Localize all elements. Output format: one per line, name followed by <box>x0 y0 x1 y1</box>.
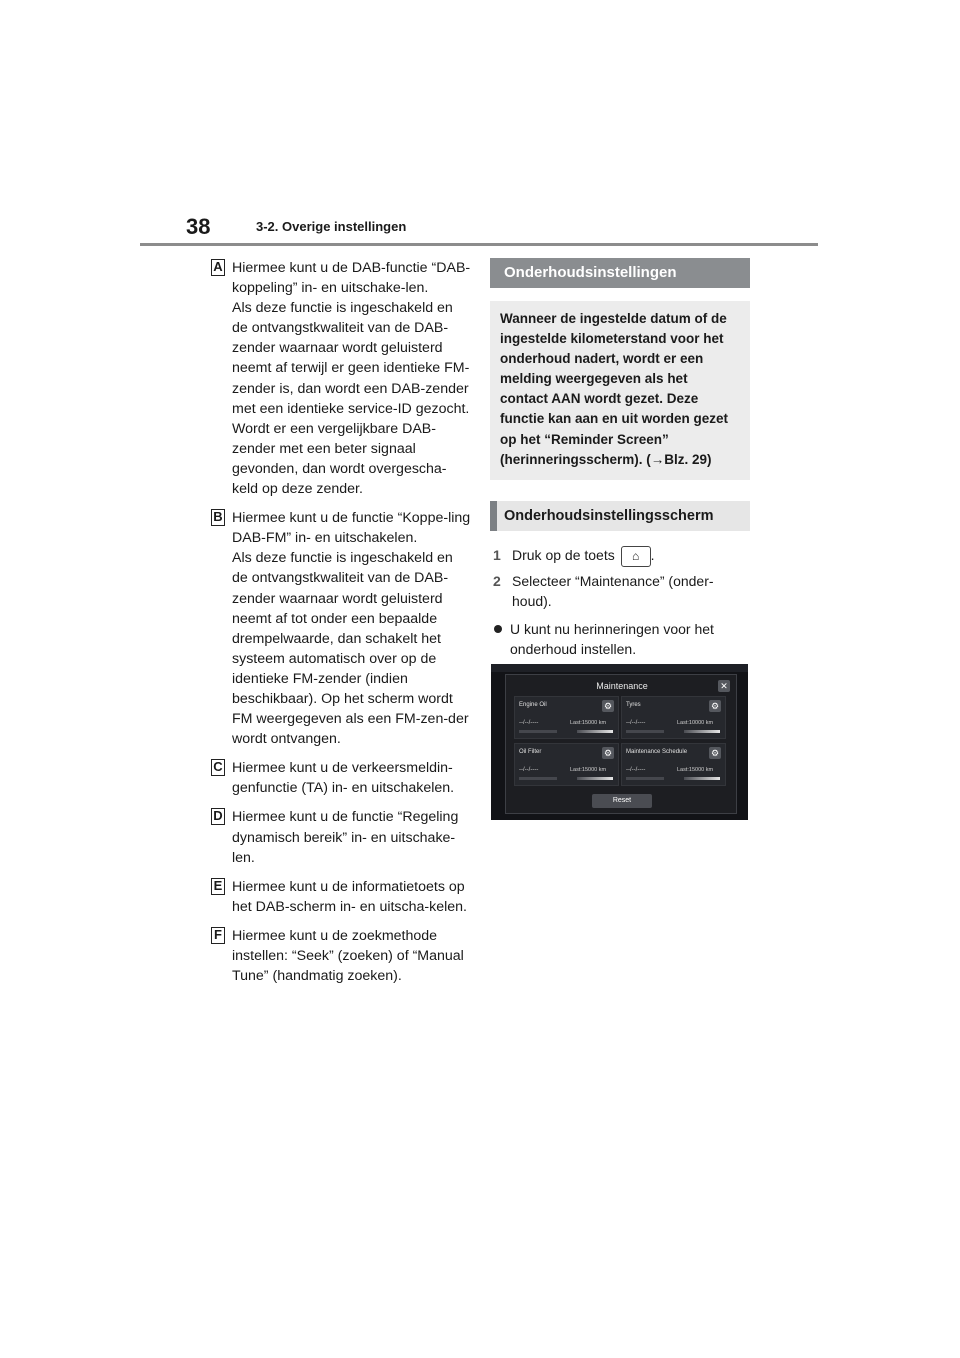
step-number: 1 <box>493 546 501 563</box>
item-text: Hiermee kunt u de zoekmethode instellen: “Seek” (zoeken) of “Manual Tune” (handmatig zoeken). <box>232 927 464 985</box>
badge-c: C <box>211 759 225 776</box>
step-2 <box>490 571 750 611</box>
step-1 <box>490 545 750 567</box>
settings-description-list <box>211 258 471 995</box>
card-tyres[interactable] <box>621 696 726 739</box>
card-date: --/--/---- <box>519 767 539 773</box>
close-icon[interactable]: ✕ <box>718 680 730 692</box>
header-divider <box>140 243 818 246</box>
list-item <box>211 877 471 917</box>
progress-bar <box>577 777 613 780</box>
card-maintenance-schedule[interactable] <box>621 743 726 786</box>
list-item <box>211 508 471 749</box>
maintenance-section <box>490 258 750 659</box>
card-date: --/--/---- <box>626 767 646 773</box>
card-last: Last:10000 km <box>677 720 714 726</box>
date-underline <box>626 730 664 733</box>
reset-button[interactable]: Reset <box>592 794 652 808</box>
gear-icon[interactable]: ⚙ <box>710 748 720 758</box>
card-name: Engine Oil <box>519 702 547 708</box>
badge-f: F <box>211 927 225 944</box>
bullet-text: U kunt nu herinneringen voor het onderhoud instellen. <box>510 620 714 657</box>
step-text: Selecteer “Maintenance” (onder-houd). <box>512 572 714 609</box>
maintenance-screenshot <box>491 664 748 820</box>
heading-maintenance-settings-screen: Onderhoudsinstellingsscherm <box>490 501 750 531</box>
card-name: Oil Filter <box>519 749 542 755</box>
section-title: 3-2. Overige instellingen <box>256 219 407 234</box>
progress-bar <box>577 730 613 733</box>
list-item <box>211 807 471 867</box>
badge-b: B <box>211 509 225 526</box>
date-underline <box>519 777 557 780</box>
step-text: Druk op de toets <box>512 546 615 563</box>
card-last: Last:15000 km <box>677 767 714 773</box>
dialog-title: Maintenance <box>596 681 648 691</box>
card-date: --/--/---- <box>626 720 646 726</box>
maintenance-dialog <box>505 674 737 814</box>
list-item <box>211 258 471 499</box>
date-underline <box>626 777 664 780</box>
gear-icon[interactable]: ⚙ <box>603 701 613 711</box>
info-box: Wanneer de ingestelde datum of de ingestelde kilometerstand voor het onderhoud nadert, wordt er een melding weergegeven als het contact AAN wordt gezet. Deze functie kan aan en uit worden gezet op het “Reminder Screen” (herinneringsscherm). (→Blz. 29) <box>490 301 750 480</box>
progress-bar <box>684 730 720 733</box>
item-text: Hiermee kunt u de functie “Koppe-ling DAB-FM” in- en uitschakelen. Als deze functie is ingeschakeld en de ontvangstkwaliteit van de DAB-zender waarnaar wordt geluisterd neemt af tot onder een bepaalde drempelwaarde, dan schakelt het systeem automatisch over op de identieke FM-zender (indien beschikbaar). Op het scherm wordt FM weergegeven als een FM-zen-der wordt ontvangen. <box>232 510 471 748</box>
progress-bar <box>684 777 720 780</box>
card-name: Maintenance Schedule <box>626 749 688 755</box>
gear-icon[interactable]: ⚙ <box>710 701 720 711</box>
card-name: Tyres <box>626 702 641 708</box>
heading-maintenance-settings: Onderhoudsinstellingen <box>490 258 750 288</box>
badge-d: D <box>211 808 225 825</box>
card-last: Last:15000 km <box>570 767 607 773</box>
item-text: Hiermee kunt u de functie “Regeling dynamisch bereik” in- en uitschake-len. <box>232 809 459 866</box>
page-number: 38 <box>186 214 211 239</box>
card-date: --/--/---- <box>519 720 539 726</box>
steps <box>490 545 750 659</box>
list-item <box>211 758 471 798</box>
date-underline <box>519 730 557 733</box>
step-text-end: . <box>650 546 655 563</box>
card-engine-oil[interactable] <box>514 696 619 739</box>
item-text: Hiermee kunt u de DAB-functie “DAB-koppeling” in- en uitschake-len. Als deze functie is ingeschakeld en de ontvangstkwaliteit van de DAB-zender waarnaar wordt geluisterd neemt af terwijl er geen identieke FM-zender is, dan wordt een DAB-zender met een identieke service-ID gezocht. Wordt er een vergelijkbare DAB-zender met een beter signaal gevonden, dan wordt overgescha-keld op deze zender. <box>232 260 471 498</box>
card-last: Last:15000 km <box>570 720 607 726</box>
bullet-item <box>490 619 750 659</box>
item-text: Hiermee kunt u de informatietoets op het DAB-scherm in- en uitscha-kelen. <box>232 878 467 915</box>
card-oil-filter[interactable] <box>514 743 619 786</box>
badge-e: E <box>211 878 225 895</box>
status-strip <box>491 664 748 672</box>
step-number: 2 <box>493 572 501 589</box>
list-item <box>211 926 471 986</box>
badge-a: A <box>211 259 225 276</box>
home-key-icon: ⌂ <box>621 546 651 567</box>
bullet-icon <box>494 625 502 633</box>
item-text: Hiermee kunt u de verkeersmeldin-genfunctie (TA) in- en uitschakelen. <box>232 760 455 797</box>
gear-icon[interactable]: ⚙ <box>603 748 613 758</box>
